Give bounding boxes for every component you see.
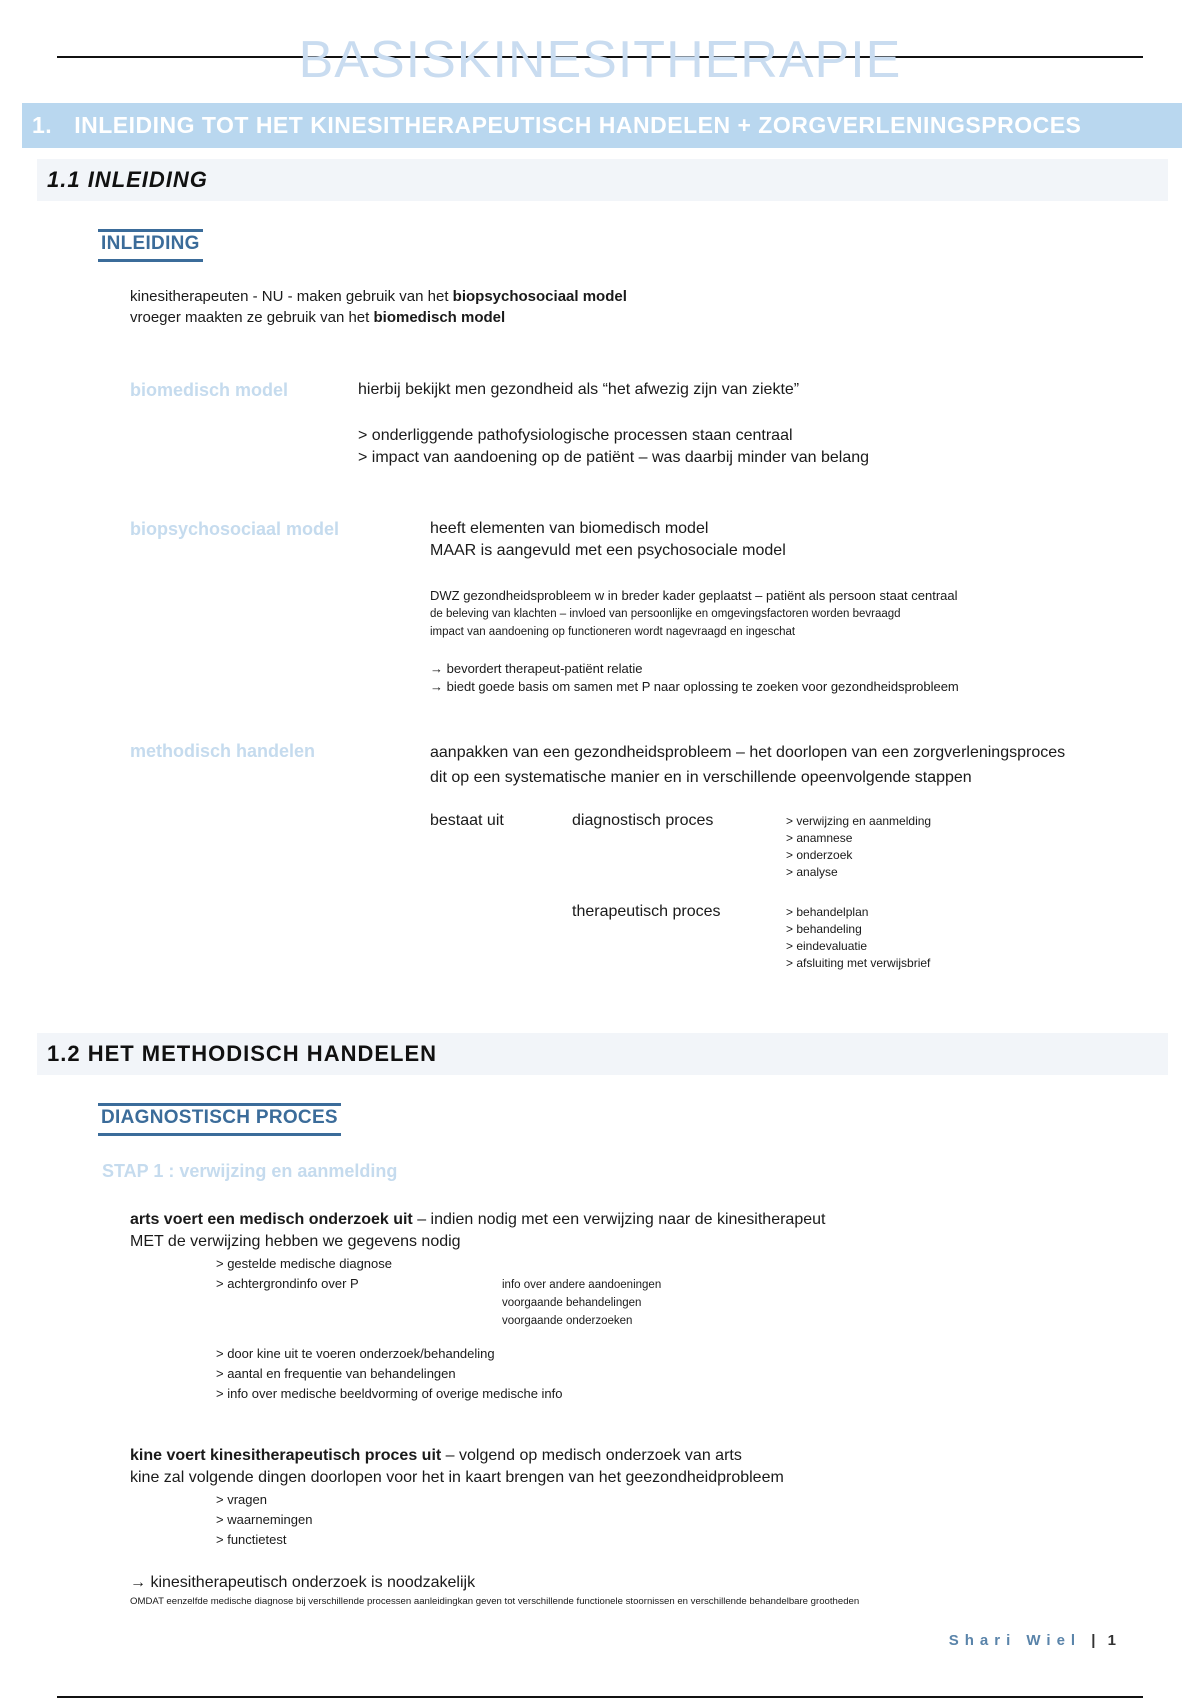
- arts-item: > gestelde medische diagnose: [216, 1256, 392, 1271]
- therapeutisch-items: [786, 904, 930, 972]
- methodisch-line-1: aanpakken van een gezondheidsprobleem – het doorlopen van een zorgverleningsproces: [430, 744, 1066, 761]
- biomedisch-points: [358, 425, 869, 469]
- biopsychosociaal-arrows: [430, 660, 959, 696]
- kine-footnote: OMDAT eenzelfde medische diagnose bij verschillende processen aanleidingkan geven tot verschillende functionele stoornissen en verschillende behandelbare grootheden: [130, 1596, 860, 1607]
- arts-block: [130, 1209, 825, 1253]
- arts-sub-item: info over andere aandoeningen: [502, 1279, 662, 1291]
- label-biomedisch-model: biomedisch model: [130, 380, 289, 400]
- kine-item: > vragen: [216, 1492, 267, 1507]
- arts-sub-items: [502, 1276, 661, 1330]
- biomedisch-line-3: > impact van aandoening op de patiënt – was daarbij minder van belang: [358, 449, 870, 466]
- kine-items: [216, 1490, 312, 1550]
- biopsychosociaal-detail-3: impact van aandoening op functioneren wordt nagevraagd en ingeschat: [430, 626, 796, 638]
- arts-items: [216, 1254, 392, 1294]
- biopsychosociaal-main-1: heeft elementen van biomedisch model: [430, 520, 709, 537]
- therapeutisch-item: > behandelplan: [786, 905, 869, 919]
- kine-block: [130, 1445, 784, 1489]
- bottom-rule: [57, 1696, 1143, 1698]
- kine-conclusion: → kinesitherapeutisch onderzoek is noodzakelijk: [130, 1574, 476, 1591]
- biopsychosociaal-arrow-2: → biedt goede basis om samen met P naar oplossing te zoeken voor gezondheidsprobleem: [430, 679, 959, 694]
- subheading-diagnostisch-proces: DIAGNOSTISCH PROCES: [98, 1103, 341, 1136]
- arts-item: > door kine uit te voeren onderzoek/behandeling: [216, 1346, 495, 1361]
- diagnostisch-item: > anamnese: [786, 831, 853, 845]
- footer-separator: |: [1091, 1632, 1098, 1649]
- kine-rest: – volgend op medisch onderzoek van arts: [441, 1447, 742, 1464]
- arts-item: > info over medische beeldvorming of overige medische info: [216, 1386, 563, 1401]
- therapeutisch-item: > afsluiting met verwijsbrief: [786, 956, 931, 970]
- subheading-inleiding: INLEIDING: [98, 229, 203, 262]
- kine-item: > functietest: [216, 1532, 287, 1547]
- intro-line1-bold: biopsychosociaal model: [452, 288, 627, 305]
- label-stap-1: STAP 1 : verwijzing en aanmelding: [102, 1161, 398, 1181]
- diagnostisch-item: > onderzoek: [786, 848, 853, 862]
- therapeutisch-item: > behandeling: [786, 922, 862, 936]
- arts-items-2: [216, 1344, 563, 1404]
- document-title: BASISKINESITHERAPIE: [298, 31, 902, 89]
- biomedisch-line-2: > onderliggende pathofysiologische processen staan centraal: [358, 427, 793, 444]
- diagnostisch-proces-label: diagnostisch proces: [572, 812, 714, 829]
- biopsychosociaal-main: [430, 518, 786, 562]
- biopsychosociaal-detail-2: de beleving van klachten – invloed van persoonlijke en omgevingsfactoren worden bevraagd: [430, 608, 901, 620]
- biopsychosociaal-detail-1: DWZ gezondheidsprobleem w in breder kader geplaatst – patiënt als persoon staat centraal: [430, 588, 958, 603]
- chapter-heading: [22, 103, 1182, 148]
- section-heading-1-1: 1.1 INLEIDING: [37, 159, 1168, 201]
- page-footer: [949, 1632, 1118, 1649]
- biopsychosociaal-arrow-1: → bevordert therapeut-patiënt relatie: [430, 661, 643, 676]
- biopsychosociaal-detail: [430, 587, 958, 641]
- page-number: 1: [1107, 1632, 1118, 1649]
- intro-line2-bold: biomedisch model: [373, 309, 506, 326]
- diagnostisch-item: > analyse: [786, 865, 838, 879]
- kine-line-2: kine zal volgende dingen doorlopen voor het in kaart brengen van het geezondheidprobleem: [130, 1469, 784, 1486]
- arts-rest: – indien nodig met een verwijzing naar de kinesitherapeut: [412, 1211, 826, 1228]
- biopsychosociaal-main-2: MAAR is aangevuld met een psychosociale model: [430, 542, 786, 559]
- methodisch-line-2: dit op een systematische manier en in verschillende opeenvolgende stappen: [430, 769, 972, 786]
- label-methodisch-handelen: methodisch handelen: [130, 741, 316, 761]
- biomedisch-line-1: hierbij bekijkt men gezondheid als “het afwezig zijn van ziekte”: [358, 381, 800, 398]
- label-biopsychosociaal-model: biopsychosociaal model: [130, 519, 340, 539]
- chapter-number: 1.: [32, 112, 53, 138]
- methodisch-lines: [430, 740, 1065, 790]
- intro-text: [130, 286, 627, 328]
- section-heading-1-2: 1.2 HET METHODISCH HANDELEN: [37, 1033, 1168, 1075]
- therapeutisch-item: > eindevaluatie: [786, 939, 868, 953]
- arts-line-2: MET de verwijzing hebben we gegevens nodig: [130, 1233, 461, 1250]
- intro-line1: kinesitherapeuten - NU - maken gebruik van het: [130, 288, 453, 305]
- arts-bold: arts voert een medisch onderzoek uit: [130, 1211, 413, 1228]
- diagnostisch-items: [786, 813, 931, 881]
- kine-bold: kine voert kinesitherapeutisch proces uit: [130, 1447, 442, 1464]
- arts-item: > aantal en frequentie van behandelingen: [216, 1366, 456, 1381]
- footer-author: Shari Wiel: [948, 1632, 1082, 1649]
- intro-line2: vroeger maakten ze gebruik van het: [130, 309, 374, 326]
- arts-sub-item: voorgaande onderzoeken: [502, 1315, 633, 1327]
- arts-item: > achtergrondinfo over P: [216, 1276, 359, 1291]
- bestaat-uit: bestaat uit: [430, 812, 504, 829]
- chapter-title: INLEIDING TOT HET KINESITHERAPEUTISCH HANDELEN + ZORGVERLENINGSPROCES: [74, 112, 1082, 138]
- therapeutisch-proces-label: therapeutisch proces: [572, 903, 721, 920]
- arts-sub-item: voorgaande behandelingen: [502, 1297, 642, 1309]
- kine-item: > waarnemingen: [216, 1512, 313, 1527]
- diagnostisch-item: > verwijzing en aanmelding: [786, 814, 932, 828]
